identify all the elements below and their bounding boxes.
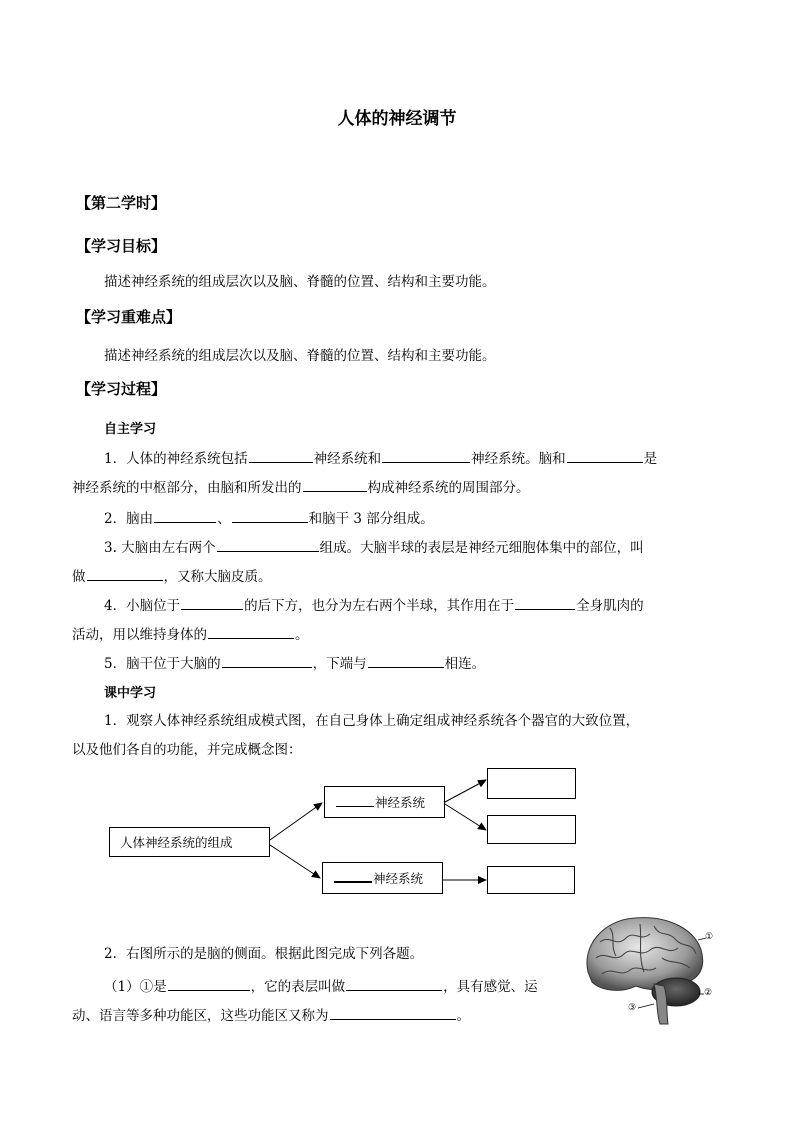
- arrow-top-to-box2: [445, 804, 486, 830]
- page-title: 人体的神经调节: [337, 109, 457, 129]
- concept-branch-top-label: 神经系统: [375, 795, 426, 810]
- answer-blank[interactable]: [346, 975, 442, 991]
- class-study-q1-line1: 1．观察人体神经系统组成模式图，在自己身体上确定组成神经系统各个器官的大致位置，: [104, 713, 640, 729]
- self-study-q3-line1: 3. 大脑由左右两个 组成。大脑半球的表层是神经元细胞体集中的部位，叫: [104, 536, 644, 558]
- key-points-text: 描述神经系统的组成层次以及脑、脊髓的位置、结构和主要功能。: [104, 348, 496, 364]
- concept-root-label: 人体神经系统的组成: [120, 835, 233, 850]
- class-study-q2-line: 2．右图所示的是脑的侧面。根据此图完成下列各题。: [104, 946, 424, 962]
- answer-blank[interactable]: [334, 869, 372, 883]
- heading-process: 【学习过程】: [76, 380, 167, 398]
- self-study-label: 自主学习: [104, 422, 157, 437]
- brain-label-1: ①: [705, 932, 714, 942]
- brain-label-2: ②: [704, 988, 713, 998]
- goals-text: 描述神经系统的组成层次以及脑、脊髓的位置、结构和主要功能。: [104, 274, 496, 290]
- brain-illustration: [580, 912, 720, 1032]
- arrow-top-to-box1: [445, 780, 486, 802]
- self-study-q3-line2: 做 ，又称大脑皮质。: [72, 565, 272, 587]
- heading-period: 【第二学时】: [76, 194, 167, 212]
- answer-blank[interactable]: [330, 1004, 456, 1020]
- self-study-q1-line2: 神经系统的中枢部分，由脑和所发出的 构成神经系统的周围部分。: [72, 476, 530, 498]
- answer-blank[interactable]: [336, 794, 374, 807]
- arrow-root-to-bottom: [270, 845, 320, 878]
- heading-goals: 【学习目标】: [76, 237, 167, 255]
- self-study-q4-line2: 活动，用以维持身体的 。: [72, 623, 309, 645]
- concept-branch-bottom-box: [322, 862, 443, 894]
- self-study-q2: 2．脑由 、 和脑干 3 部分组成。: [104, 507, 434, 529]
- class-study-q2-sub-line1: （1）①是 ，它的表层叫做 ，具有感觉、运: [104, 975, 538, 997]
- self-study-q1-line1: 1．人体的神经系统包括 神经系统和 神经系统。脑和 是: [104, 447, 657, 469]
- class-study-q1-line2: 以及他们各自的功能，并完成概念图：: [72, 742, 302, 758]
- arrow-root-to-top: [270, 803, 322, 840]
- concept-answer-box-2[interactable]: [487, 815, 576, 844]
- concept-root-box: [109, 827, 270, 857]
- class-study-label: 课中学习: [104, 686, 157, 701]
- concept-branch-bottom-label: 神经系统: [373, 871, 424, 886]
- class-study-q2-sub-line2: 动、语言等多种功能区，这些功能区又称为 。: [72, 1004, 470, 1026]
- concept-answer-box-1[interactable]: [487, 768, 576, 799]
- concept-branch-top-box: [324, 786, 445, 818]
- self-study-q4-line1: 4．小脑位于 的后下方，也分为左右两个半球，其作用在于 全身肌肉的: [104, 594, 644, 616]
- heading-key-points: 【学习重难点】: [76, 308, 182, 326]
- concept-answer-box-3[interactable]: [487, 866, 575, 894]
- self-study-q5: 5．脑干位于大脑的 ，下端与 相连。: [104, 652, 485, 674]
- answer-blank[interactable]: [168, 975, 250, 991]
- brain-label-3: ③: [628, 1003, 637, 1013]
